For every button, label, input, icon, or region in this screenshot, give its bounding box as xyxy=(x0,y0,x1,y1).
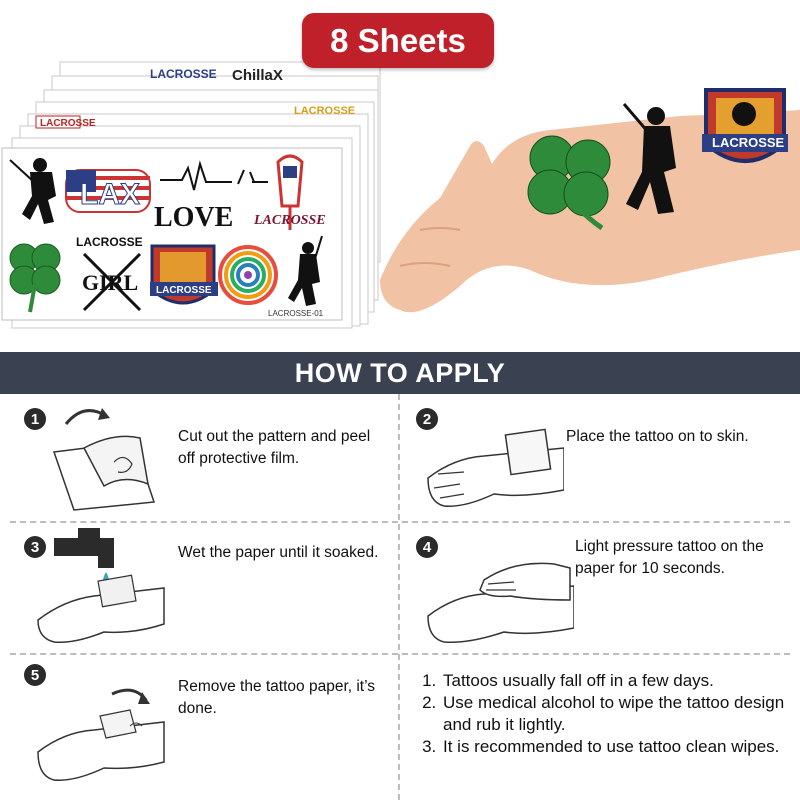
wet-paper-illustration xyxy=(34,524,174,648)
tip-item: 2. Use medical alcohol to wipe the tattoo design and rub it lightly. xyxy=(441,692,800,736)
row-divider-1 xyxy=(10,521,790,523)
column-divider xyxy=(398,394,400,800)
step-2-number: 2 xyxy=(416,408,438,430)
sheet-code: LACROSSE-01 xyxy=(268,309,324,318)
sheet-lax-text: LAX xyxy=(80,178,140,211)
step-4-number: 4 xyxy=(416,536,438,558)
step-5-text: Remove the tattoo paper, it’s done. xyxy=(178,678,376,717)
instructions-grid xyxy=(0,394,800,800)
sheet-lacrosse-text: LACROSSE xyxy=(76,235,143,249)
hand-with-tattoos-illustration xyxy=(380,80,800,330)
press-tattoo-illustration xyxy=(424,540,574,644)
step-2-text: Place the tattoo on to skin. xyxy=(566,428,749,445)
sheet-top-text-1: LACROSSE xyxy=(150,67,217,81)
section-title: HOW TO APPLY xyxy=(0,352,800,394)
step-3-number: 3 xyxy=(24,536,46,558)
tips-list xyxy=(417,670,800,758)
step-5-number: 5 xyxy=(24,664,46,686)
tip-item: 1. Tattoos usually fall off in a few days. xyxy=(441,670,800,692)
svg-text:LACROSSE: LACROSSE xyxy=(40,118,96,129)
hand-shield-text: LACROSSE xyxy=(712,135,785,150)
step-1-number: 1 xyxy=(24,408,46,430)
place-tattoo-illustration xyxy=(424,418,564,514)
tip-item: 3. It is recommended to use tattoo clean wipes. xyxy=(441,736,800,758)
step-1-text: Cut out the pattern and peel off protective film. xyxy=(178,428,371,467)
sheet-top-text-3: LACROSSE xyxy=(294,105,356,117)
sheet-shield-text: LACROSSE xyxy=(156,285,212,296)
sheet-count-badge: 8 Sheets xyxy=(302,13,494,68)
sheet-lacrosse-script: LACROSSE xyxy=(254,213,326,228)
remove-paper-illustration xyxy=(34,670,174,790)
peel-film-illustration xyxy=(44,402,164,512)
row-divider-2 xyxy=(10,653,790,655)
product-hero xyxy=(0,0,800,352)
sheet-love-text: LOVE xyxy=(154,202,234,233)
step-4-text: Light pressure tattoo on the paper for 10 seconds. xyxy=(575,538,764,577)
sheet-top-text-2: ChillaX xyxy=(232,67,283,84)
sheet-girl-text: GIRL xyxy=(82,270,139,295)
step-3-text: Wet the paper until it soaked. xyxy=(178,544,379,561)
